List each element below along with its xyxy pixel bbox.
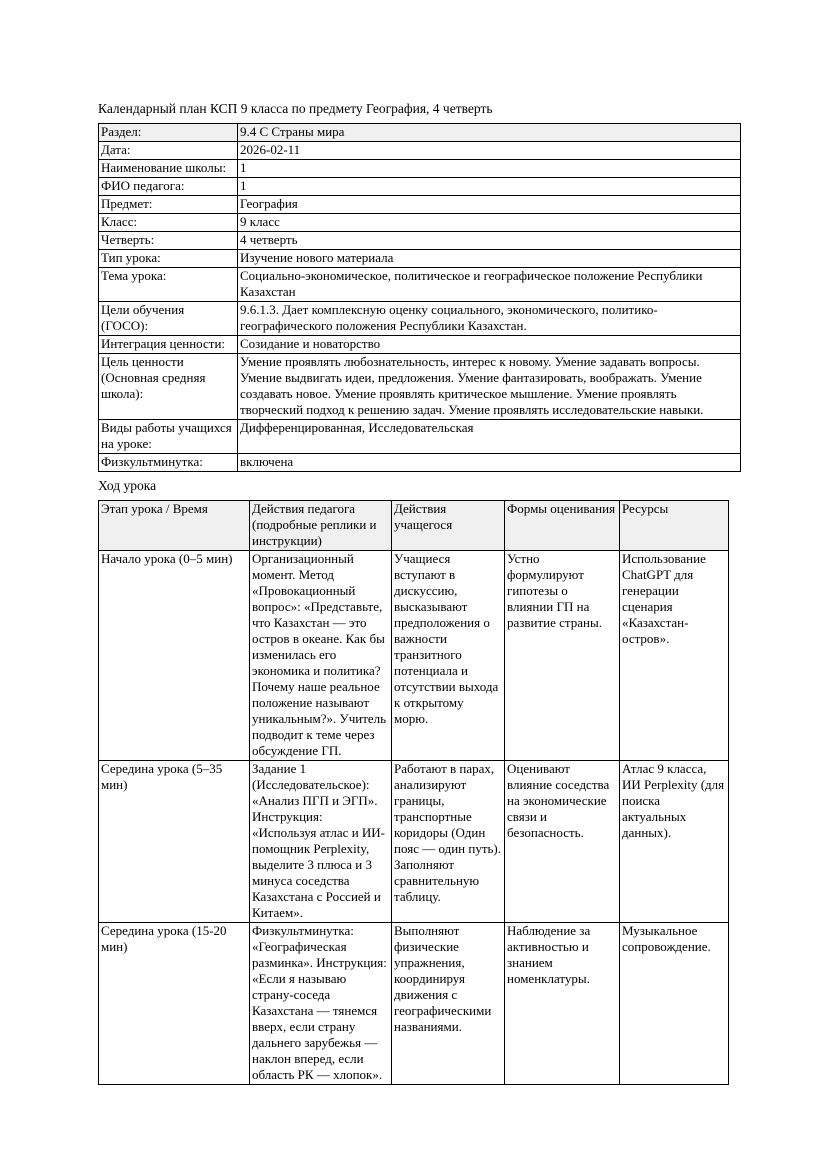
flow-header-teacher-actions: Действия педагога (подробные реплики и инструкции)	[250, 501, 392, 551]
info-value: География	[238, 196, 741, 214]
info-row-phys-minute	[99, 454, 741, 472]
resources-cell: Музыкальное сопровождение.	[620, 923, 729, 1085]
info-value: 9.4 С Страны мира	[238, 124, 741, 142]
info-label: ФИО педагога:	[99, 178, 238, 196]
lesson-flow-heading: Ход урока	[98, 478, 157, 493]
info-row-class	[99, 214, 741, 232]
info-row-lesson-type	[99, 250, 741, 268]
document-page	[98, 101, 728, 1085]
info-row-work-types	[99, 420, 741, 454]
info-row-values-integration	[99, 336, 741, 354]
info-label: Цель ценности (Основная средняя школа):	[99, 354, 238, 420]
lesson-flow-table	[98, 500, 729, 1085]
info-label: Дата:	[99, 142, 238, 160]
info-value: Изучение нового материала	[238, 250, 741, 268]
info-row-teacher-name	[99, 178, 741, 196]
teacher-actions-cell: Задание 1 (Исследовательское): «Анализ ПГП и ЭГП». Инструкция: «Используя атлас и ИИ-помощник Perplexity, выделите 3 плюса и 3 минуса соседства Казахстана с Россией и Китаем».	[250, 761, 392, 923]
info-value: включена	[238, 454, 741, 472]
resources-cell: Использование ChatGPT для генерации сценария «Казахстан-остров».	[620, 551, 729, 761]
info-value: Социально-экономическое, политическое и географическое положение Республики Казахстан	[238, 268, 741, 302]
info-value: 1	[238, 178, 741, 196]
flow-row-lesson-start	[99, 551, 729, 761]
info-row-razdel	[99, 124, 741, 142]
flow-header-stage: Этап урока / Время	[99, 501, 250, 551]
stage-cell: Середина урока (15-20 мин)	[99, 923, 250, 1085]
info-row-school	[99, 160, 741, 178]
info-row-subject	[99, 196, 741, 214]
info-row-lesson-topic	[99, 268, 741, 302]
teacher-actions-cell: Физкультминутка: «Географическая разминка». Инструкция: «Если я называю страну-соседа Казахстана — тянемся вверх, если страну дальнего зарубежья — наклон вперед, если область РК — хлопок».	[250, 923, 392, 1085]
assessment-cell: Устно формулируют гипотезы о влиянии ГП на развитие страны.	[505, 551, 620, 761]
flow-row-lesson-middle-1	[99, 761, 729, 923]
info-value: Умение проявлять любознательность, интерес к новому. Умение задавать вопросы. Умение выдвигать идеи, предложения. Умение фантазировать, воображать. Умение создавать новое. Умение проявлять критическое мышление. Умение проявлять творческий подход к решению задач. Умение проявлять исследовательские навыки.	[238, 354, 741, 420]
flow-header-row	[99, 501, 729, 551]
info-value: Дифференцированная, Исследовательская	[238, 420, 741, 454]
info-label: Класс:	[99, 214, 238, 232]
info-row-date	[99, 142, 741, 160]
flow-header-assessment: Формы оценивания	[505, 501, 620, 551]
info-value: 2026-02-11	[238, 142, 741, 160]
info-label: Интеграция ценности:	[99, 336, 238, 354]
info-row-quarter	[99, 232, 741, 250]
info-value: 1	[238, 160, 741, 178]
info-row-learning-goals	[99, 302, 741, 336]
student-actions-cell: Выполняют физические упражнения, координируя движения с географическими названиями.	[392, 923, 505, 1085]
document-title: Календарный план КСП 9 класса по предмету География, 4 четверть	[98, 101, 493, 116]
flow-header-student-actions: Действия учащегося	[392, 501, 505, 551]
info-label: Цели обучения (ГОСО):	[99, 302, 238, 336]
resources-cell: Атлас 9 класса, ИИ Perplexity (для поиска актуальных данных).	[620, 761, 729, 923]
info-label: Виды работы учащихся на уроке:	[99, 420, 238, 454]
info-label: Предмет:	[99, 196, 238, 214]
info-label: Раздел:	[99, 124, 238, 142]
info-value: 9.6.1.3. Дает комплексную оценку социального, экономического, политико-географического положения Республики Казахстан.	[238, 302, 741, 336]
lesson-info-table	[98, 123, 741, 472]
info-label: Физкультминутка:	[99, 454, 238, 472]
info-value: 9 класс	[238, 214, 741, 232]
teacher-actions-cell: Организационный момент. Метод «Провокационный вопрос»: «Представьте, что Казахстан — это остров в океане. Как бы изменилась его экономика и политика? Почему наше реальное положение называют уникальным?». Учитель подводит к теме через обсуждение ГП.	[250, 551, 392, 761]
info-label: Наименование школы:	[99, 160, 238, 178]
info-value: 4 четверть	[238, 232, 741, 250]
assessment-cell: Наблюдение за активностью и знанием номенклатуры.	[505, 923, 620, 1085]
stage-cell: Середина урока (5–35 мин)	[99, 761, 250, 923]
stage-cell: Начало урока (0–5 мин)	[99, 551, 250, 761]
info-label: Четверть:	[99, 232, 238, 250]
info-value: Созидание и новаторство	[238, 336, 741, 354]
flow-row-lesson-middle-2	[99, 923, 729, 1085]
assessment-cell: Оценивают влияние соседства на экономические связи и безопасность.	[505, 761, 620, 923]
student-actions-cell: Учащиеся вступают в дискуссию, высказывают предположения о важности транзитного потенциала и отсутствии выхода к открытому морю.	[392, 551, 505, 761]
info-label: Тема урока:	[99, 268, 238, 302]
flow-header-resources: Ресурсы	[620, 501, 729, 551]
info-row-values-goal	[99, 354, 741, 420]
student-actions-cell: Работают в парах, анализируют границы, транспортные коридоры (Один пояс — один путь). Заполняют сравнительную таблицу.	[392, 761, 505, 923]
info-label: Тип урока:	[99, 250, 238, 268]
